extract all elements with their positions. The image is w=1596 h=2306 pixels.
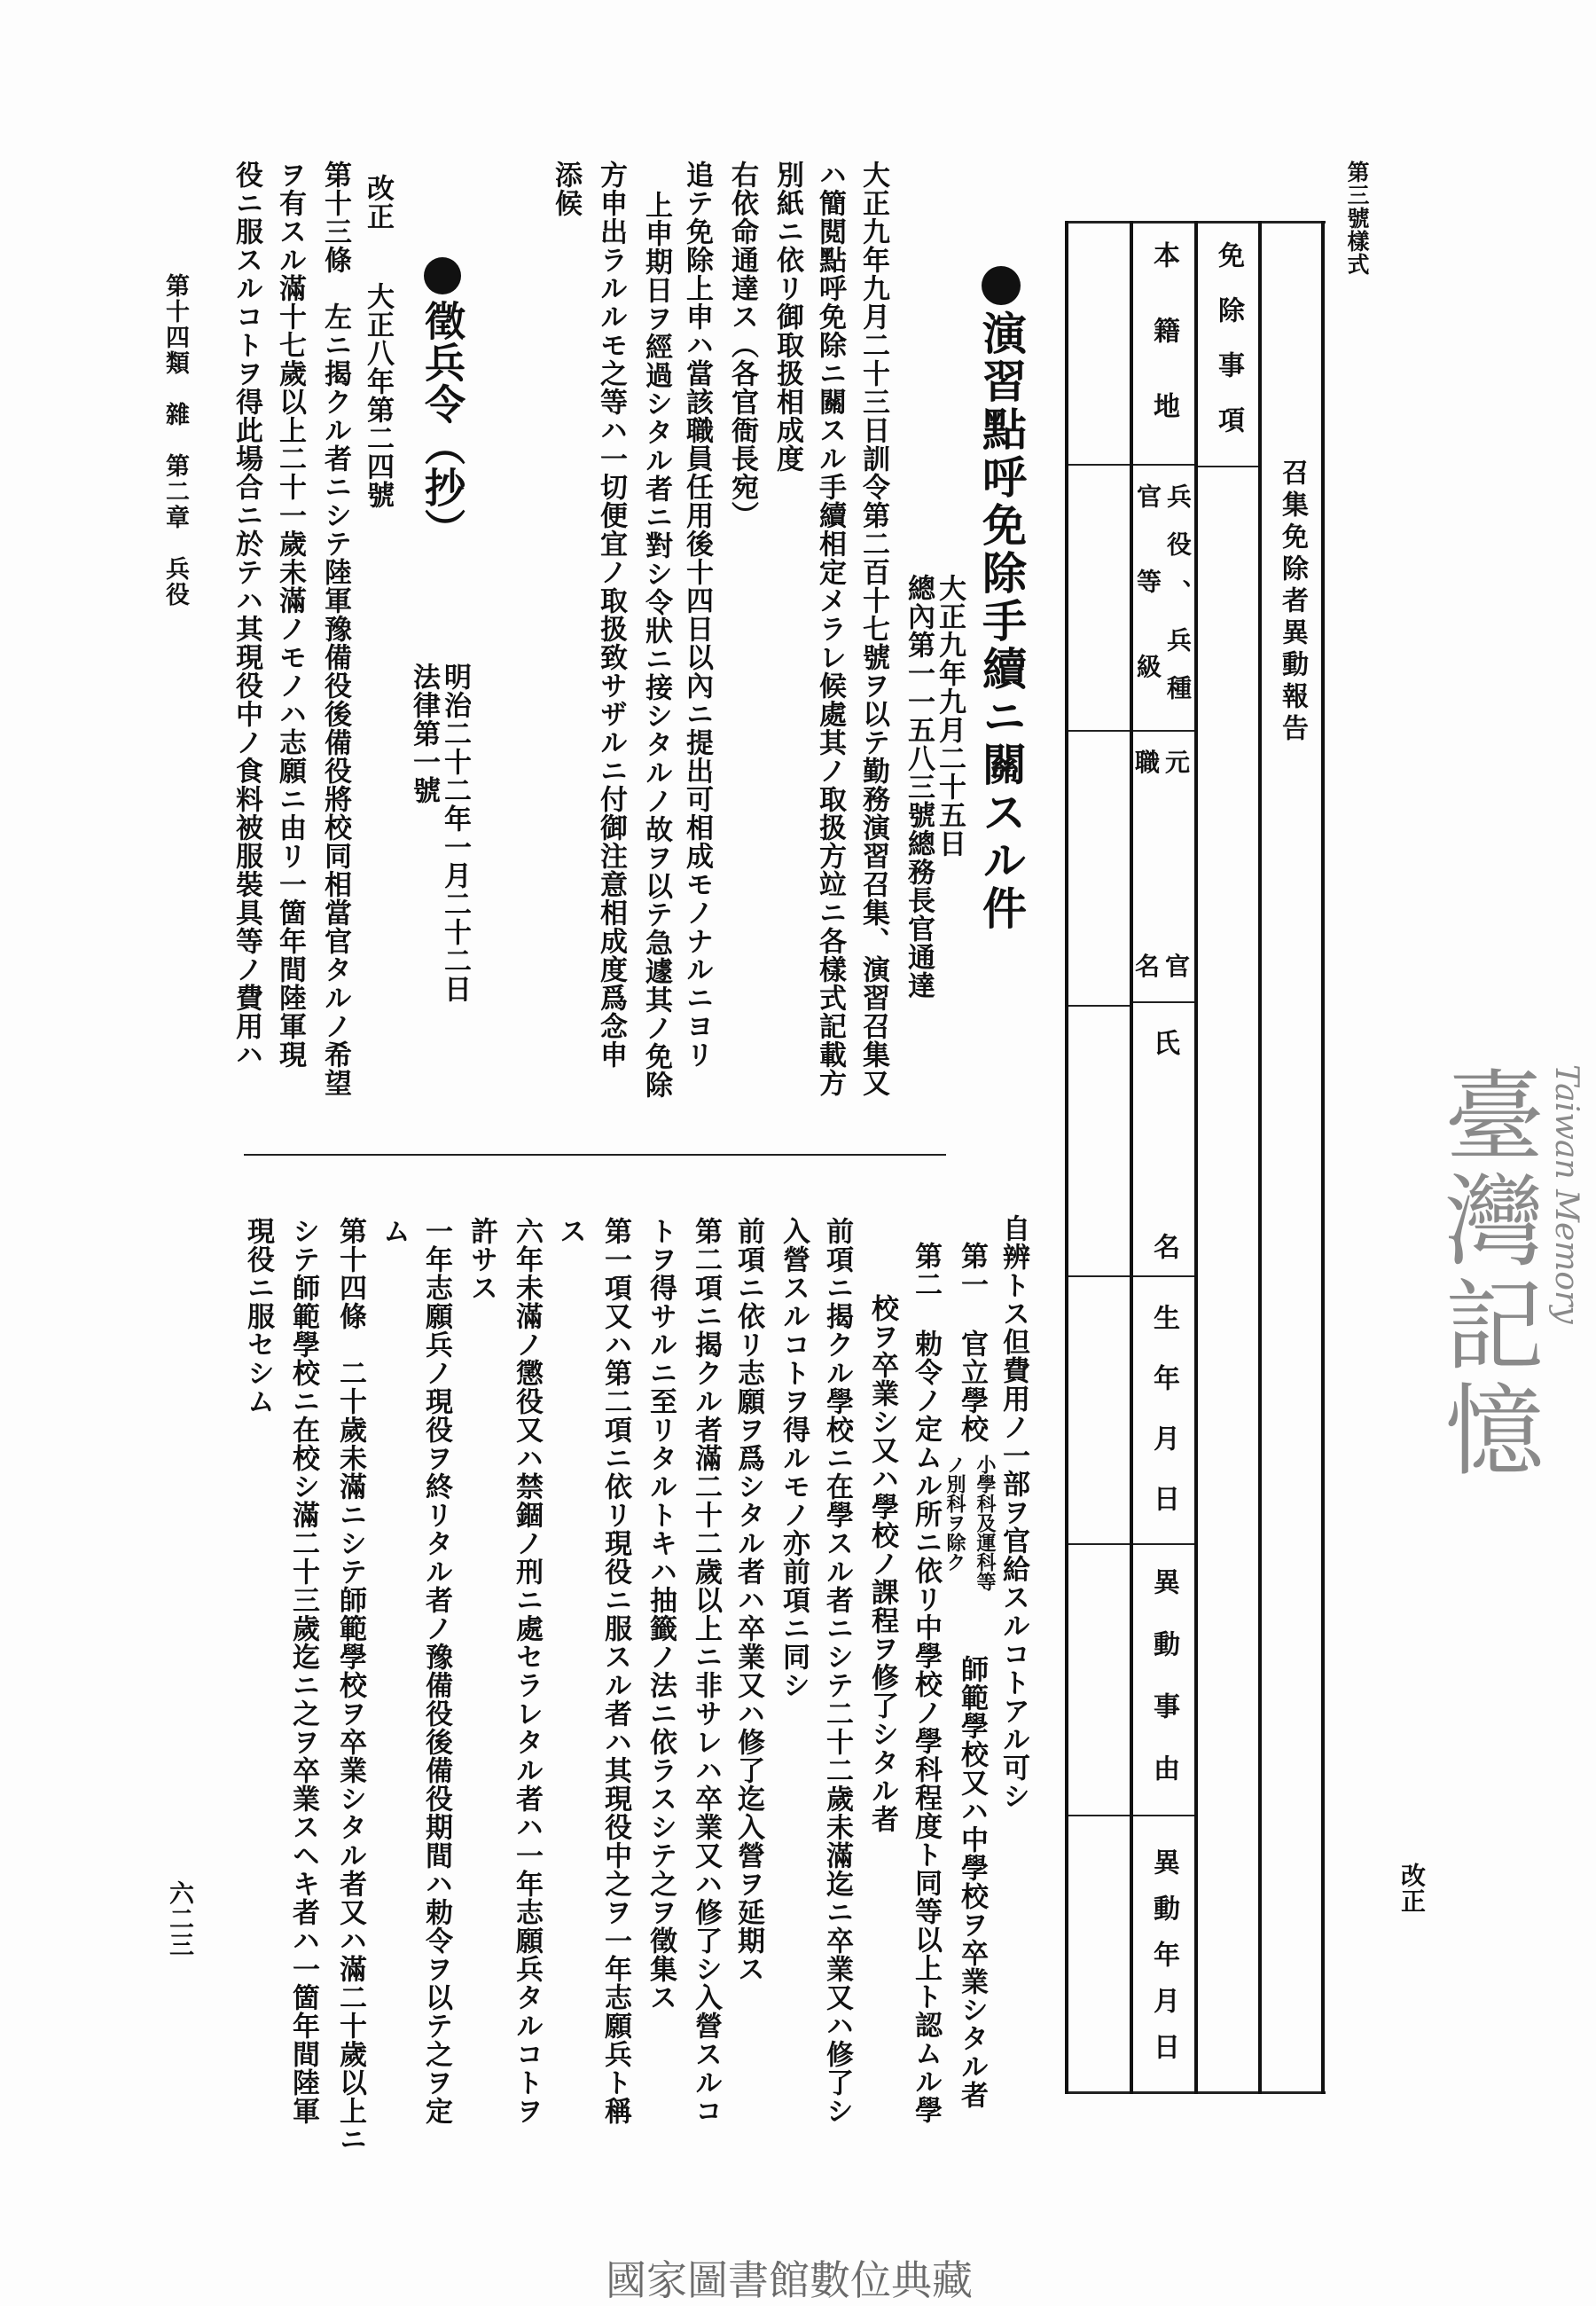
table-border	[1194, 221, 1198, 2094]
field-name-family: 氏	[1148, 1029, 1179, 1056]
law-number: 法律第一號	[408, 663, 440, 804]
field-exemption-item: 免除事項	[1213, 241, 1244, 461]
annotation: 小學科及運科等	[974, 1455, 997, 1591]
form-title: 召集免除者異動報告	[1277, 459, 1308, 746]
field-rank: 官等級	[1133, 483, 1162, 739]
text-line: 現役ニ服セシム	[242, 1217, 274, 1416]
amend-label: 改正	[362, 174, 394, 231]
text-line: ハ簡閲點呼免除ニ關スル手續相定メラレ候處其ノ取扱方竝ニ各樣式記載方	[814, 161, 846, 1097]
text-line: 方申出ラルルモ之等ハ一切便宜ノ取扱致サザルニ付御注意相成度爲念申	[595, 161, 627, 1069]
field-name-given: 名	[1148, 1233, 1179, 1260]
field-change-date: 異動年月日	[1148, 1848, 1179, 2079]
page-number: 六二三	[166, 1880, 195, 1957]
text-line: 入營スルコトヲ得ルモノ亦前項ニ同シ	[778, 1217, 810, 1699]
row-divider	[1068, 1815, 1130, 1816]
footer-credit: 國家圖書館數位典藏	[606, 2256, 973, 2304]
annotation: ノ別科ヲ除ク	[943, 1455, 966, 1572]
text-line: 前項ニ依リ志願ヲ爲シタル者ハ卒業又ハ修了迄入營ヲ延期ス	[732, 1217, 764, 1983]
text-line: 右依命通達ス（各官衙長宛）	[726, 161, 758, 529]
law-date: 明治二十二年一月二十二日	[439, 663, 471, 1003]
law-title	[419, 257, 466, 550]
item-label: 第一	[956, 1242, 988, 1298]
text-line: 校ヲ卒業シ又ハ學校ノ課程ヲ修了シタル者	[866, 1294, 898, 1833]
text-line: 第十三條 左ニ揭クル者ニシテ陸軍豫備役後備役將校同相當官タルノ希望	[319, 161, 351, 1097]
text-line: 一年志願兵ノ現役ヲ終リタル者ノ豫備役後備役期間ハ勅令ヲ以テ之ヲ定	[420, 1217, 452, 2125]
text-line: 第一項又ハ第二項ニ依リ現役ニ服スル者ハ其現役中之ヲ一年志願兵ト稱	[599, 1217, 631, 2125]
row-divider	[1133, 1275, 1194, 1277]
table-border	[1258, 221, 1262, 2094]
field-birth-date: 生年月日	[1148, 1304, 1179, 1545]
text-line: 追テ免除上申ハ當該職員任用後十四日以內ニ提出可相成モノナルニヨリ	[681, 161, 713, 1069]
amend-ref: 大正八年第二四號	[362, 282, 394, 509]
bullet-circle-icon	[982, 266, 1021, 305]
notice-date: 大正九年九月二十五日	[934, 574, 966, 858]
text-line: 第十四條 二十歲未滿ニシテ師範學校ヲ卒業シタル者又ハ滿二十歲以上ニ	[334, 1217, 366, 2153]
text-line: ム	[378, 1217, 410, 1245]
text-line: 役ニ服スルコトヲ得此場合ニ於テハ其現役中ノ食料被服裝具等ノ費用ハ	[231, 161, 262, 1069]
text-line: 官立學校	[956, 1329, 988, 1443]
table-border	[1065, 221, 1068, 2094]
text-line: トヲ得サルニ至リタルトキハ抽籤ノ法ニ依ラスシテ之ヲ徵集ス	[645, 1217, 677, 2012]
text-line: シテ師範學校ニ在校シ滿二十三歲迄ニ之ヲ卒業スヘキ者ハ一箇年間陸軍	[287, 1217, 319, 2125]
text-line: 前項ニ揭クル學校ニ在學スル者ニシテ二十二歲未滿迄ニ卒業又ハ修了シ	[821, 1217, 853, 2125]
row-divider	[1068, 1275, 1130, 1277]
text-line: 自辨トス但費用ノ一部ヲ官給スルコトアル可シ	[998, 1214, 1029, 1810]
table-border	[1321, 221, 1325, 2094]
text-line: ヲ有スル滿十七歲以上二十一歲未滿ノモノハ志願ニ由リ一箇年間陸軍現	[274, 161, 306, 1069]
bullet-circle-icon	[424, 257, 461, 294]
row-divider	[1198, 466, 1258, 467]
section-divider	[244, 1154, 946, 1156]
form-label: 第三號樣式	[1344, 161, 1370, 276]
text-line: 六年未滿ノ懲役又ハ禁錮ノ刑ニ處セラレタル者ハ一年志願兵タルコトヲ	[511, 1217, 543, 2125]
row-divider	[1068, 730, 1130, 732]
running-head: 第十四類 雜 第二章 兵役	[161, 273, 189, 608]
text-line: ス	[554, 1217, 586, 1245]
notice-title	[975, 266, 1028, 933]
row-divider	[1133, 1001, 1194, 1003]
text-line: 別紙ニ依リ御取扱相成度	[771, 161, 803, 473]
item-label: 第二	[910, 1242, 942, 1298]
watermark-logo-en: Taiwan Memory	[1548, 1064, 1584, 1324]
text-line: 大正九年九月二十三日訓令第二百十七號ヲ以テ勤務演習召集、演習召集又	[857, 161, 889, 1097]
law-title-text: 徵兵令（抄）	[419, 300, 466, 550]
row-divider	[1068, 1005, 1130, 1007]
text-line: 許サス	[466, 1217, 497, 1302]
text-line: 勅令ノ定ムル所ニ依リ中學校ノ學科程度ト同等以上ト認ムル學	[910, 1329, 942, 2124]
field-service-branch: 兵役、兵種	[1163, 483, 1193, 723]
field-change-reason: 異動事由	[1148, 1568, 1179, 1816]
notice-title-text: 演習點呼免除手續ニ關スル件	[975, 310, 1028, 933]
text-line: 添候	[550, 161, 582, 217]
text-line: 師範學校又ハ中學校ヲ卒業シタル者	[956, 1655, 988, 2109]
row-divider	[1068, 464, 1130, 466]
field-official-title: 官名	[1135, 952, 1196, 981]
field-domicile: 本籍地	[1148, 241, 1179, 467]
notice-ref: 總內第一一五八三號總務長官通達	[903, 574, 935, 1000]
field-former-post: 元職	[1135, 748, 1196, 777]
text-line: 第二項ニ揭クル者滿二十二歲以上ニ非サレハ卒業又ハ修了シ入營スルコ	[690, 1217, 722, 2125]
margin-mark: 改正	[1397, 1863, 1427, 1914]
watermark-logo: 臺灣記憶	[1428, 1064, 1544, 1483]
text-line: 上申期日ヲ經過シタル者ニ對シ令狀ニ接シタルノ故ヲ以テ急遽其ノ免除	[640, 191, 672, 1099]
row-divider	[1068, 1543, 1130, 1545]
